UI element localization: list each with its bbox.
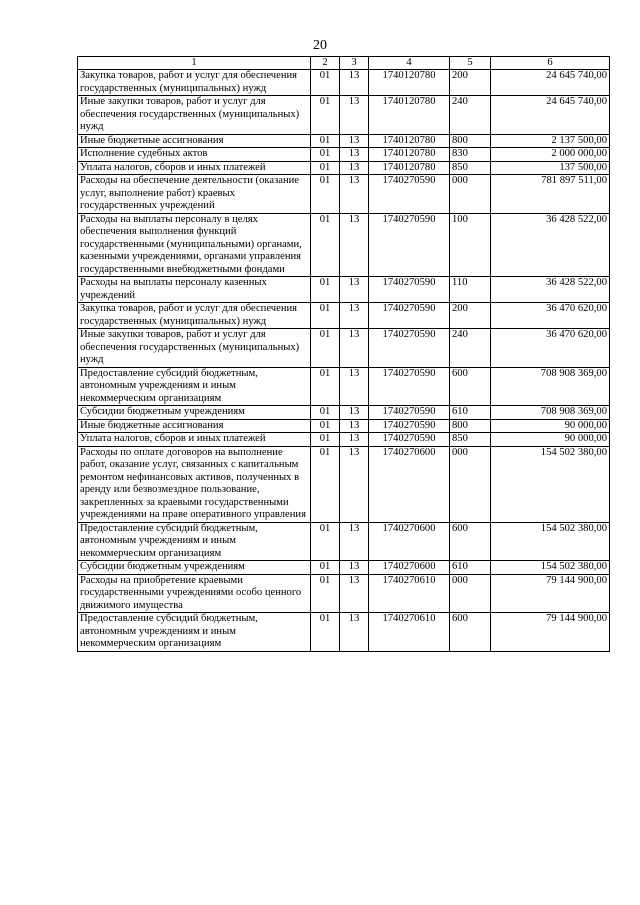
subsection-code-cell: 13 xyxy=(340,213,369,277)
subsection-code-cell: 13 xyxy=(340,574,369,613)
column-header-6: 6 xyxy=(491,57,610,70)
subsection-code-cell: 13 xyxy=(340,446,369,522)
table-row xyxy=(78,522,610,561)
amount-cell: 2 137 500,00 xyxy=(491,134,610,148)
section-code-cell: 01 xyxy=(311,329,340,368)
subsection-code-cell: 13 xyxy=(340,175,369,214)
expense-type-code-cell: 000 xyxy=(450,574,491,613)
expense-name-cell: Предоставление субсидий бюджетным, автономным учреждениям и иным некоммерческим организациям xyxy=(78,367,311,406)
expense-type-code-cell: 000 xyxy=(450,446,491,522)
expense-name-cell: Исполнение судебных актов xyxy=(78,148,311,162)
target-article-code-cell: 1740120780 xyxy=(369,148,450,162)
section-code-cell: 01 xyxy=(311,303,340,329)
section-code-cell: 01 xyxy=(311,134,340,148)
section-code-cell: 01 xyxy=(311,367,340,406)
expense-name-cell: Иные закупки товаров, работ и услуг для обеспечения государственных (муниципальных) нужд xyxy=(78,329,311,368)
table-row xyxy=(78,561,610,575)
subsection-code-cell: 13 xyxy=(340,522,369,561)
table-row xyxy=(78,148,610,162)
amount-cell: 708 908 369,00 xyxy=(491,406,610,420)
subsection-code-cell: 13 xyxy=(340,406,369,420)
expense-name-cell: Уплата налогов, сборов и иных платежей xyxy=(78,161,311,175)
expense-type-code-cell: 850 xyxy=(450,433,491,447)
expense-type-code-cell: 830 xyxy=(450,148,491,162)
target-article-code-cell: 1740270600 xyxy=(369,561,450,575)
section-code-cell: 01 xyxy=(311,561,340,575)
expense-name-cell: Закупка товаров, работ и услуг для обеспечения государственных (муниципальных) нужд xyxy=(78,303,311,329)
expense-type-code-cell: 200 xyxy=(450,303,491,329)
amount-cell: 708 908 369,00 xyxy=(491,367,610,406)
expense-type-code-cell: 600 xyxy=(450,367,491,406)
target-article-code-cell: 1740270610 xyxy=(369,613,450,652)
column-header-1: 1 xyxy=(78,57,311,70)
expense-name-cell: Расходы на обеспечение деятельности (оказание услуг, выполнение работ) краевых государственных учреждений xyxy=(78,175,311,214)
subsection-code-cell: 13 xyxy=(340,148,369,162)
table-row xyxy=(78,213,610,277)
target-article-code-cell: 1740270590 xyxy=(369,277,450,303)
target-article-code-cell: 1740270590 xyxy=(369,175,450,214)
amount-cell: 2 000 000,00 xyxy=(491,148,610,162)
expense-name-cell: Субсидии бюджетным учреждениям xyxy=(78,406,311,420)
target-article-code-cell: 1740270600 xyxy=(369,522,450,561)
subsection-code-cell: 13 xyxy=(340,70,369,96)
target-article-code-cell: 1740120780 xyxy=(369,96,450,135)
amount-cell: 36 470 620,00 xyxy=(491,303,610,329)
column-header-4: 4 xyxy=(369,57,450,70)
column-header-3: 3 xyxy=(340,57,369,70)
table-row xyxy=(78,446,610,522)
table-row xyxy=(78,161,610,175)
amount-cell: 24 645 740,00 xyxy=(491,96,610,135)
section-code-cell: 01 xyxy=(311,433,340,447)
expense-name-cell: Расходы на выплаты персоналу в целях обеспечения выполнения функций государственными (муниципальными) органами, казенными учреждениями, органами управления государственными внебюджетными фондами xyxy=(78,213,311,277)
amount-cell: 36 470 620,00 xyxy=(491,329,610,368)
expense-name-cell: Расходы по оплате договоров на выполнение работ, оказание услуг, связанных с капитальным ремонтом нефинансовых активов, полученных в аренду или безвозмездное пользование, закрепленных за краевыми государственными учреждениями на праве оперативного управления xyxy=(78,446,311,522)
target-article-code-cell: 1740120780 xyxy=(369,134,450,148)
expense-type-code-cell: 100 xyxy=(450,213,491,277)
column-header-2: 2 xyxy=(311,57,340,70)
table-row xyxy=(78,367,610,406)
expense-name-cell: Иные бюджетные ассигнования xyxy=(78,419,311,433)
expense-type-code-cell: 200 xyxy=(450,70,491,96)
expense-name-cell: Расходы на выплаты персоналу казенных учреждений xyxy=(78,277,311,303)
table-row xyxy=(78,175,610,214)
subsection-code-cell: 13 xyxy=(340,419,369,433)
table-row xyxy=(78,70,610,96)
amount-cell: 781 897 511,00 xyxy=(491,175,610,214)
expense-name-cell: Предоставление субсидий бюджетным, автономным учреждениям и иным некоммерческим организациям xyxy=(78,522,311,561)
amount-cell: 36 428 522,00 xyxy=(491,213,610,277)
subsection-code-cell: 13 xyxy=(340,277,369,303)
column-header-5: 5 xyxy=(450,57,491,70)
subsection-code-cell: 13 xyxy=(340,561,369,575)
section-code-cell: 01 xyxy=(311,70,340,96)
budget-table xyxy=(77,56,610,652)
amount-cell: 154 502 380,00 xyxy=(491,446,610,522)
amount-cell: 90 000,00 xyxy=(491,433,610,447)
amount-cell: 79 144 900,00 xyxy=(491,574,610,613)
section-code-cell: 01 xyxy=(311,175,340,214)
expense-type-code-cell: 610 xyxy=(450,406,491,420)
expense-type-code-cell: 110 xyxy=(450,277,491,303)
target-article-code-cell: 1740120780 xyxy=(369,70,450,96)
table-row xyxy=(78,433,610,447)
target-article-code-cell: 1740270590 xyxy=(369,419,450,433)
table-row xyxy=(78,96,610,135)
section-code-cell: 01 xyxy=(311,96,340,135)
expense-type-code-cell: 800 xyxy=(450,419,491,433)
subsection-code-cell: 13 xyxy=(340,161,369,175)
expense-name-cell: Субсидии бюджетным учреждениям xyxy=(78,561,311,575)
section-code-cell: 01 xyxy=(311,213,340,277)
target-article-code-cell: 1740270610 xyxy=(369,574,450,613)
table-row xyxy=(78,303,610,329)
target-article-code-cell: 1740270590 xyxy=(369,406,450,420)
table-row xyxy=(78,329,610,368)
table-row xyxy=(78,574,610,613)
table-row xyxy=(78,613,610,652)
expense-type-code-cell: 600 xyxy=(450,522,491,561)
page-number: 20 xyxy=(313,38,327,53)
table-header-row xyxy=(78,57,610,70)
section-code-cell: 01 xyxy=(311,522,340,561)
section-code-cell: 01 xyxy=(311,446,340,522)
table-row xyxy=(78,419,610,433)
expense-name-cell: Предоставление субсидий бюджетным, автономным учреждениям и иным некоммерческим организациям xyxy=(78,613,311,652)
expense-type-code-cell: 600 xyxy=(450,613,491,652)
table-row xyxy=(78,406,610,420)
subsection-code-cell: 13 xyxy=(340,96,369,135)
amount-cell: 137 500,00 xyxy=(491,161,610,175)
expense-type-code-cell: 610 xyxy=(450,561,491,575)
target-article-code-cell: 1740270590 xyxy=(369,213,450,277)
subsection-code-cell: 13 xyxy=(340,433,369,447)
target-article-code-cell: 1740270590 xyxy=(369,303,450,329)
section-code-cell: 01 xyxy=(311,613,340,652)
expense-type-code-cell: 850 xyxy=(450,161,491,175)
subsection-code-cell: 13 xyxy=(340,367,369,406)
expense-type-code-cell: 000 xyxy=(450,175,491,214)
target-article-code-cell: 1740270590 xyxy=(369,433,450,447)
amount-cell: 79 144 900,00 xyxy=(491,613,610,652)
expense-name-cell: Иные бюджетные ассигнования xyxy=(78,134,311,148)
section-code-cell: 01 xyxy=(311,161,340,175)
expense-name-cell: Расходы на приобретение краевыми государственными учреждениями особо ценного движимого имущества xyxy=(78,574,311,613)
amount-cell: 36 428 522,00 xyxy=(491,277,610,303)
table-row xyxy=(78,277,610,303)
target-article-code-cell: 1740270590 xyxy=(369,367,450,406)
subsection-code-cell: 13 xyxy=(340,134,369,148)
section-code-cell: 01 xyxy=(311,148,340,162)
amount-cell: 90 000,00 xyxy=(491,419,610,433)
subsection-code-cell: 13 xyxy=(340,613,369,652)
subsection-code-cell: 13 xyxy=(340,303,369,329)
expense-type-code-cell: 240 xyxy=(450,96,491,135)
amount-cell: 154 502 380,00 xyxy=(491,522,610,561)
table-row xyxy=(78,134,610,148)
target-article-code-cell: 1740120780 xyxy=(369,161,450,175)
expense-type-code-cell: 800 xyxy=(450,134,491,148)
section-code-cell: 01 xyxy=(311,574,340,613)
section-code-cell: 01 xyxy=(311,406,340,420)
amount-cell: 24 645 740,00 xyxy=(491,70,610,96)
subsection-code-cell: 13 xyxy=(340,329,369,368)
target-article-code-cell: 1740270590 xyxy=(369,329,450,368)
section-code-cell: 01 xyxy=(311,419,340,433)
expense-name-cell: Уплата налогов, сборов и иных платежей xyxy=(78,433,311,447)
target-article-code-cell: 1740270600 xyxy=(369,446,450,522)
amount-cell: 154 502 380,00 xyxy=(491,561,610,575)
section-code-cell: 01 xyxy=(311,277,340,303)
expense-type-code-cell: 240 xyxy=(450,329,491,368)
expense-name-cell: Иные закупки товаров, работ и услуг для обеспечения государственных (муниципальных) нужд xyxy=(78,96,311,135)
expense-name-cell: Закупка товаров, работ и услуг для обеспечения государственных (муниципальных) нужд xyxy=(78,70,311,96)
